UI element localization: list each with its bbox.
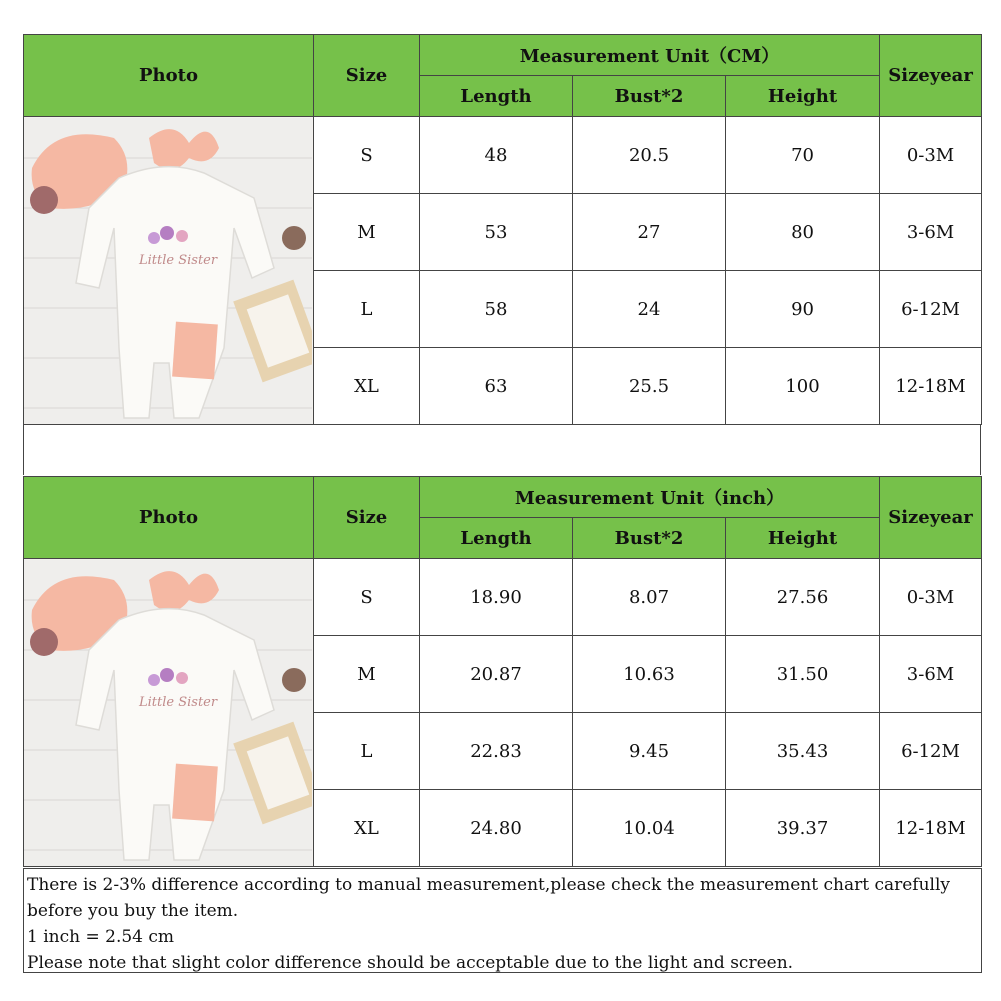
header-sizeyear: Sizeyear bbox=[880, 477, 982, 559]
length-cell: 58 bbox=[420, 271, 573, 348]
length-cell: 53 bbox=[420, 194, 573, 271]
header-measurement-unit: Measurement Unit（CM） bbox=[420, 35, 880, 76]
size-cell: XL bbox=[314, 348, 420, 425]
note-line: 1 inch = 2.54 cm bbox=[27, 927, 175, 947]
print-text: Little Sister bbox=[139, 252, 218, 268]
size-cell: S bbox=[314, 117, 420, 194]
height-cell: 90 bbox=[726, 271, 880, 348]
size-cell: L bbox=[314, 713, 420, 790]
sizeyear-cell: 3-6M bbox=[880, 636, 982, 713]
header-bust: Bust*2 bbox=[573, 518, 726, 559]
sizeyear-cell: 0-3M bbox=[880, 559, 982, 636]
sizeyear-cell: 12-18M bbox=[880, 790, 982, 867]
product-photo bbox=[24, 117, 314, 425]
length-cell: 48 bbox=[420, 117, 573, 194]
length-cell: 20.87 bbox=[420, 636, 573, 713]
note-line: There is 2-3% difference according to manual measurement,please check the measurement chart carefully bbox=[27, 875, 951, 895]
header-height: Height bbox=[726, 518, 880, 559]
length-cell: 18.90 bbox=[420, 559, 573, 636]
header-size: Size bbox=[314, 35, 420, 117]
product-photo-image bbox=[24, 118, 312, 424]
size-cell: L bbox=[314, 271, 420, 348]
size-cell: M bbox=[314, 194, 420, 271]
bust-cell: 8.07 bbox=[573, 559, 726, 636]
header-photo: Photo bbox=[24, 35, 314, 117]
size-chart-cm bbox=[23, 34, 982, 425]
product-photo bbox=[24, 559, 314, 867]
height-cell: 27.56 bbox=[726, 559, 880, 636]
sizeyear-cell: 6-12M bbox=[880, 271, 982, 348]
product-photo-image bbox=[24, 560, 312, 866]
height-cell: 100 bbox=[726, 348, 880, 425]
size-chart-inch bbox=[23, 476, 982, 867]
size-cell: XL bbox=[314, 790, 420, 867]
sizeyear-cell: 3-6M bbox=[880, 194, 982, 271]
header-sizeyear: Sizeyear bbox=[880, 35, 982, 117]
bust-cell: 10.04 bbox=[573, 790, 726, 867]
header-photo: Photo bbox=[24, 477, 314, 559]
sizeyear-cell: 6-12M bbox=[880, 713, 982, 790]
header-size: Size bbox=[314, 477, 420, 559]
bust-cell: 24 bbox=[573, 271, 726, 348]
height-cell: 39.37 bbox=[726, 790, 880, 867]
note-line: Please note that slight color difference should be acceptable due to the light and screen. bbox=[27, 953, 794, 973]
height-cell: 80 bbox=[726, 194, 880, 271]
sizeyear-cell: 12-18M bbox=[880, 348, 982, 425]
sizeyear-cell: 0-3M bbox=[880, 117, 982, 194]
header-height: Height bbox=[726, 76, 880, 117]
length-cell: 63 bbox=[420, 348, 573, 425]
bust-cell: 27 bbox=[573, 194, 726, 271]
size-cell: S bbox=[314, 559, 420, 636]
height-cell: 35.43 bbox=[726, 713, 880, 790]
bust-cell: 20.5 bbox=[573, 117, 726, 194]
notes-box bbox=[23, 868, 982, 973]
header-length: Length bbox=[420, 518, 573, 559]
note-line: before you buy the item. bbox=[27, 901, 239, 921]
height-cell: 31.50 bbox=[726, 636, 880, 713]
bust-cell: 25.5 bbox=[573, 348, 726, 425]
table-spacer bbox=[23, 425, 981, 475]
size-cell: M bbox=[314, 636, 420, 713]
length-cell: 24.80 bbox=[420, 790, 573, 867]
length-cell: 22.83 bbox=[420, 713, 573, 790]
print-text: Little Sister bbox=[139, 694, 218, 710]
header-length: Length bbox=[420, 76, 573, 117]
bust-cell: 9.45 bbox=[573, 713, 726, 790]
bust-cell: 10.63 bbox=[573, 636, 726, 713]
header-measurement-unit: Measurement Unit（inch） bbox=[420, 477, 880, 518]
header-bust: Bust*2 bbox=[573, 76, 726, 117]
height-cell: 70 bbox=[726, 117, 880, 194]
